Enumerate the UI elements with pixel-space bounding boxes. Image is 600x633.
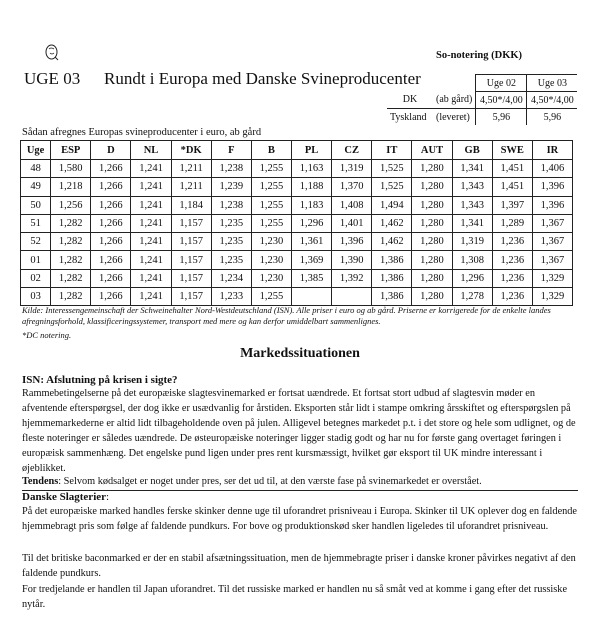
ds-title-text: Danske Slagterier (22, 491, 107, 503)
column-header: IR (532, 141, 572, 160)
price-cell: 1,494 (372, 196, 412, 214)
price-cell: 1,329 (532, 269, 572, 287)
price-cell: 1,235 (211, 233, 251, 251)
price-cell: 1,183 (292, 196, 332, 214)
price-cell: 1,386 (372, 269, 412, 287)
dc-note: *DC notering. (22, 330, 72, 340)
prices-caption: Sådan afregnes Europas svineproducenter i euro, ab gård (22, 127, 262, 138)
table-row (21, 160, 573, 178)
price-cell: 1,241 (131, 214, 171, 232)
column-header: NL (131, 141, 171, 160)
price-cell: 1,184 (171, 196, 211, 214)
pig-logo-icon (44, 42, 60, 62)
price-cell: 1,230 (251, 269, 291, 287)
price-cell: 1,236 (492, 251, 532, 269)
column-header: PL (292, 141, 332, 160)
column-header: ESP (51, 141, 91, 160)
value-cell: 4,50*/4,00 (527, 92, 578, 109)
column-header: B (251, 141, 291, 160)
price-cell: 1,255 (251, 214, 291, 232)
price-cell: 1,234 (211, 269, 251, 287)
price-cell: 1,266 (91, 251, 131, 269)
value-cell: 4,50*/4,00 (476, 92, 527, 109)
table-row (21, 251, 573, 269)
table-row (21, 178, 573, 196)
price-cell: 1,280 (412, 251, 452, 269)
so-notering-table (387, 74, 577, 125)
price-cell: 1,390 (332, 251, 372, 269)
price-cell: 1,280 (412, 269, 452, 287)
price-cell: 1,236 (492, 269, 532, 287)
price-cell: 1,280 (412, 178, 452, 196)
price-cell: 1,386 (372, 251, 412, 269)
price-cell: 1,266 (91, 288, 131, 306)
week-cell: 02 (21, 269, 51, 287)
price-cell: 1,266 (91, 178, 131, 196)
price-cell: 1,451 (492, 178, 532, 196)
price-cell: 1,235 (211, 214, 251, 232)
note-cell: (ab gård) (433, 92, 476, 109)
table-row (387, 75, 577, 92)
price-cell: 1,255 (251, 160, 291, 178)
price-cell (292, 288, 332, 306)
country-cell: Tyskland (390, 111, 427, 123)
price-cell: 1,266 (91, 269, 131, 287)
price-cell: 1,369 (292, 251, 332, 269)
price-cell: 1,289 (492, 214, 532, 232)
tendens-line (22, 476, 482, 487)
price-cell: 1,280 (412, 233, 452, 251)
price-cell: 1,238 (211, 196, 251, 214)
price-cell: 1,255 (251, 288, 291, 306)
price-cell: 1,308 (452, 251, 492, 269)
price-cell: 1,392 (332, 269, 372, 287)
column-header: GB (452, 141, 492, 160)
price-cell (332, 288, 372, 306)
price-cell: 1,163 (292, 160, 332, 178)
price-cell: 1,396 (332, 233, 372, 251)
country-cell: DK (387, 92, 433, 109)
price-cell: 1,241 (131, 196, 171, 214)
source-note: Kilde: Interessengemeinschaft der Schweinehalter Nord-Westdeutschland (ISN). Alle priser i euro og ab gård. Priserne er korrigerede for de enkelte landes afregningsforhold, klassificeringssystemer, transport med mere og kan derfor umiddelbart sammenlignes. (22, 305, 551, 326)
price-cell: 1,211 (171, 160, 211, 178)
column-header: CZ (332, 141, 372, 160)
week-cell: 51 (21, 214, 51, 232)
price-cell: 1,236 (492, 233, 532, 251)
price-cell: 1,462 (372, 214, 412, 232)
price-cell: 1,361 (292, 233, 332, 251)
ds-paragraph-2: Til det britiske baconmarked er der en stabil afsætningssituation, men de hjemmebragte priser i danske kroner påvirkes negativt af den faldende pundkurs. (22, 553, 576, 579)
isn-paragraph: Rammebetingelserne på det europæiske slagtesvinemarked er fortsat uændrede. Et fortsat stort udbud af slagtesvin møder en afventende efterspørgsel, der dog ikke er usædvanlig for årstiden. Eksporten står lidt i stampe omkring årsskiftet og efterspørgslen på hjemmemarkederne er altid lidt tilbageholdende oven på julen. Alligevel betegnes markedet p.t. i det store og hele som udlignet, og de fleste noteringer er således uændrede. De østeuropæiske noteringer ligger stadig godt og har nu for første gang overtaget føringen i europæisk sammenhæng. Det engelske pund ligen under pres rent kursmæssigt, hvilket gør eksport til UK mindre interessant i øjeblikket. (22, 388, 576, 474)
week-cell: 01 (21, 251, 51, 269)
price-cell: 1,266 (91, 160, 131, 178)
price-cell: 1,238 (211, 160, 251, 178)
price-cell: 1,319 (452, 233, 492, 251)
ds-paragraph-3: For tredjelande er handlen til Japan uforandret. Til det russiske marked er handlen nu så småt ved at komme i gang efter det russiske nytår. (22, 584, 568, 610)
column-header: IT (372, 141, 412, 160)
price-cell: 1,157 (171, 233, 211, 251)
price-cell: 1,296 (292, 214, 332, 232)
price-cell: 1,282 (51, 233, 91, 251)
price-cell: 1,236 (492, 288, 532, 306)
price-cell: 1,266 (91, 214, 131, 232)
price-cell: 1,397 (492, 196, 532, 214)
table-row (21, 196, 573, 214)
column-header: AUT (412, 141, 452, 160)
price-cell: 1,296 (452, 269, 492, 287)
price-cell: 1,157 (171, 288, 211, 306)
week-cell: 03 (21, 288, 51, 306)
price-cell: 1,451 (492, 160, 532, 178)
week-cell: 50 (21, 196, 51, 214)
note-cell: (leveret) (436, 111, 470, 123)
price-cell: 1,319 (332, 160, 372, 178)
tendens-label: Tendens (22, 476, 59, 487)
price-cell: 1,343 (452, 196, 492, 214)
page-title: Rundt i Europa med Danske Svineproducenter (104, 69, 421, 88)
table-row (21, 288, 573, 306)
price-cell: 1,386 (372, 288, 412, 306)
column-header: Uge 03 (527, 75, 578, 92)
price-cell: 1,241 (131, 178, 171, 196)
table-row (21, 233, 573, 251)
column-header: F (211, 141, 251, 160)
column-header: SWE (492, 141, 532, 160)
price-cell: 1,256 (51, 196, 91, 214)
price-cell: 1,282 (51, 251, 91, 269)
price-table (20, 140, 573, 306)
column-header: Uge 02 (476, 75, 527, 92)
price-cell: 1,282 (51, 269, 91, 287)
price-cell: 1,462 (372, 233, 412, 251)
column-header: D (91, 141, 131, 160)
price-cell: 1,280 (412, 288, 452, 306)
price-cell: 1,218 (51, 178, 91, 196)
week-cell: 52 (21, 233, 51, 251)
danske-slagterier-title (22, 491, 109, 503)
price-cell: 1,233 (211, 288, 251, 306)
price-cell: 1,367 (532, 214, 572, 232)
price-cell: 1,525 (372, 178, 412, 196)
price-cell: 1,255 (251, 196, 291, 214)
section-heading: Markedssituationen (240, 346, 360, 361)
price-cell: 1,241 (131, 288, 171, 306)
price-cell: 1,157 (171, 214, 211, 232)
price-cell: 1,396 (532, 196, 572, 214)
price-cell: 1,401 (332, 214, 372, 232)
price-cell: 1,278 (452, 288, 492, 306)
price-cell: 1,230 (251, 233, 291, 251)
ds-paragraph-1: På det europæiske marked handles ferske skinker denne uge til uforandret prisniveau i Europa. Skinker til UK oplever dog en faldende hjemmebragt pris som følge af faldende pundkurs. For bove og produktionskød sker handlen ligeledes til uforandret prisniveau. (22, 506, 578, 532)
price-cell: 1,396 (532, 178, 572, 196)
so-notering-title: So-notering (DKK) (436, 50, 523, 61)
price-cell: 1,241 (131, 160, 171, 178)
price-cell: 1,280 (412, 196, 452, 214)
price-cell: 1,241 (131, 233, 171, 251)
week-cell: 48 (21, 160, 51, 178)
price-cell: 1,188 (292, 178, 332, 196)
price-cell: 1,367 (532, 233, 572, 251)
price-cell: 1,343 (452, 178, 492, 196)
price-cell: 1,525 (372, 160, 412, 178)
price-cell: 1,282 (51, 288, 91, 306)
price-cell: 1,385 (292, 269, 332, 287)
price-cell: 1,157 (171, 251, 211, 269)
price-cell: 1,241 (131, 269, 171, 287)
price-cell: 1,282 (51, 214, 91, 232)
price-cell: 1,211 (171, 178, 211, 196)
price-cell: 1,266 (91, 196, 131, 214)
price-cell: 1,370 (332, 178, 372, 196)
table-row (387, 109, 577, 126)
price-cell: 1,329 (532, 288, 572, 306)
price-cell: 1,280 (412, 160, 452, 178)
column-header: *DK (171, 141, 211, 160)
price-cell: 1,408 (332, 196, 372, 214)
table-row (21, 269, 573, 287)
ds-colon: : (106, 491, 110, 503)
tendens-text: : Selvom kødsalget er noget under pres, ser det ud til, at den værste fase på svinemarkedet er overstået. (58, 476, 482, 487)
table-row (387, 92, 577, 109)
price-cell: 1,280 (412, 214, 452, 232)
price-cell: 1,406 (532, 160, 572, 178)
price-cell: 1,230 (251, 251, 291, 269)
table-header-row (21, 141, 573, 160)
week-label: UGE 03 (24, 69, 81, 88)
price-cell: 1,266 (91, 233, 131, 251)
price-cell: 1,341 (452, 214, 492, 232)
value-cell: 5,96 (527, 109, 578, 126)
value-cell: 5,96 (476, 109, 527, 126)
column-header: Uge (21, 141, 51, 160)
price-cell: 1,157 (171, 269, 211, 287)
week-cell: 49 (21, 178, 51, 196)
price-cell: 1,239 (211, 178, 251, 196)
price-cell: 1,580 (51, 160, 91, 178)
price-cell: 1,255 (251, 178, 291, 196)
table-row (21, 214, 573, 232)
price-cell: 1,235 (211, 251, 251, 269)
isn-title: ISN: Afslutning på krisen i sigte? (22, 374, 178, 386)
price-cell: 1,341 (452, 160, 492, 178)
price-cell: 1,367 (532, 251, 572, 269)
price-cell: 1,241 (131, 251, 171, 269)
